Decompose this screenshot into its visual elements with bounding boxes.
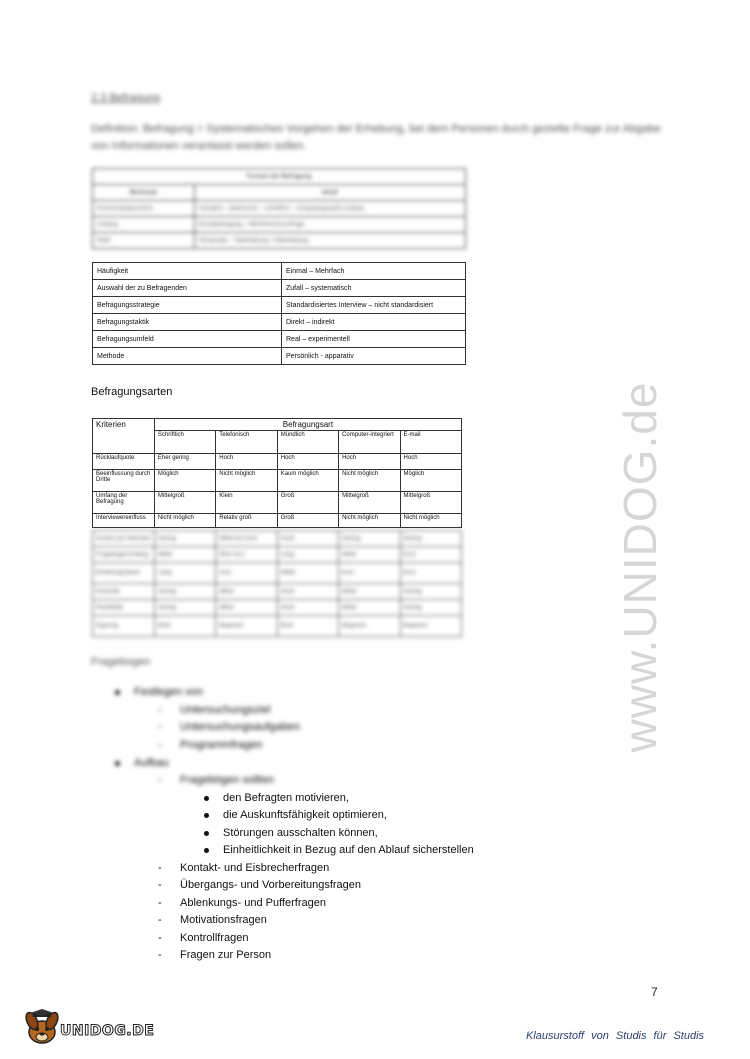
bullet-icon xyxy=(115,761,120,766)
table-cell: Mittel xyxy=(216,584,277,600)
table-cell: Hoch xyxy=(216,454,277,470)
criteria-header: Kriterien xyxy=(93,419,155,454)
table-cell: Kommunikationsform xyxy=(93,201,195,217)
table-row xyxy=(93,201,466,217)
table-cell: Nicht möglich xyxy=(339,470,400,492)
table-row xyxy=(93,348,466,365)
table-cell: Begrenzt xyxy=(339,616,400,637)
table-row xyxy=(93,280,466,297)
table-cell: Zufall – systematisch xyxy=(282,280,466,297)
list-item: - Fragen zur Person xyxy=(158,949,272,961)
table-row xyxy=(93,470,462,492)
table-cell: Beeinflussung durch Dritte xyxy=(93,470,155,492)
table-cell: Real – experimentell xyxy=(282,331,466,348)
table-cell: Standardisiertes Interview – nicht standardisiert xyxy=(282,297,466,314)
table-row xyxy=(93,584,462,600)
table-cell: Fragebogenumfang xyxy=(93,547,155,563)
table-row xyxy=(93,616,462,637)
table-cell: Mittel bis hoch xyxy=(216,531,277,547)
table-cell: Begrenzt xyxy=(400,616,462,637)
table-cell: Nicht möglich xyxy=(400,514,461,528)
table-cell: Begrenzt xyxy=(216,616,277,637)
table-cell: Klein xyxy=(216,492,277,514)
dog-icon xyxy=(22,1008,62,1048)
table-row xyxy=(93,531,462,547)
bullet-icon xyxy=(204,831,209,836)
table-cell: Breit xyxy=(277,616,338,637)
list-item: die Auskunftsfähigkeit optimieren, xyxy=(204,809,387,821)
list-item: - Untersuchungsaufgaben xyxy=(158,721,300,733)
table-cell: Groß xyxy=(277,492,338,514)
list-item: - Untersuchungsziel xyxy=(158,704,271,716)
bullet-icon xyxy=(204,813,209,818)
befragungsarten-table-blurred xyxy=(92,530,462,637)
table-cell: Befragungsstrategie xyxy=(93,297,282,314)
table-row xyxy=(93,492,462,514)
table-cell: Wahl xyxy=(93,233,195,249)
table-cell: Kurz xyxy=(400,563,462,584)
table-cell: Direkt – indirekt xyxy=(282,314,466,331)
column-header: Mündlich xyxy=(277,431,338,454)
column-header: Computer-integriert xyxy=(339,431,400,454)
table-row xyxy=(93,314,466,331)
table-cell: Erhebungsdauer xyxy=(93,563,155,584)
table-cell: Breit xyxy=(154,616,215,637)
table-cell: Kurz xyxy=(400,547,462,563)
table-cell: Eher gering xyxy=(154,454,215,470)
bullet-icon xyxy=(204,848,209,853)
table-row xyxy=(93,233,466,249)
table-cell: Häufigkeit xyxy=(93,263,282,280)
table-cell: Nicht möglich xyxy=(154,514,215,528)
page-number: 7 xyxy=(651,985,658,999)
column-header: Schriftlich xyxy=(154,431,215,454)
table-cell: Hoch xyxy=(277,584,338,600)
table-row xyxy=(93,547,462,563)
table-title: Formen der Befragung xyxy=(93,169,466,185)
table-row xyxy=(93,217,466,233)
fragebogen-title: Fragebogen xyxy=(91,656,151,668)
table-cell: Hoch xyxy=(277,454,338,470)
table-cell: Kaum möglich xyxy=(277,470,338,492)
table-cell: Gering xyxy=(339,531,400,547)
table-cell: Eher kurz xyxy=(216,547,277,563)
table-cell: Gering xyxy=(154,531,215,547)
befragung-forms-table xyxy=(92,262,466,365)
table-cell: Einmal – Mehrfach xyxy=(282,263,466,280)
table-cell: Gering xyxy=(400,584,462,600)
watermark: www.UNIDOG.de xyxy=(614,381,666,753)
table-cell: mündlich – telefonisch – schriftlich – computergestützt (online) xyxy=(194,201,465,217)
table-cell: Relativ groß xyxy=(216,514,277,528)
group-header: Befragungsart xyxy=(154,419,461,431)
table-cell: Mittel xyxy=(339,600,400,616)
table-cell: Auswahl der zu Befragenden xyxy=(93,280,282,297)
list-item: den Befragten motivieren, xyxy=(204,792,349,804)
table-cell: Hoch xyxy=(400,454,461,470)
table-cell: Lang xyxy=(154,563,215,584)
table-cell: Nicht möglich xyxy=(216,470,277,492)
table-cell: Mittel xyxy=(216,600,277,616)
list-item: - Kontrollfragen xyxy=(158,932,249,944)
befragungsarten-table xyxy=(92,418,462,528)
list-item: Festlegen von xyxy=(115,686,203,698)
table-row xyxy=(93,297,466,314)
table-cell: Umfang xyxy=(93,217,195,233)
table-cell: Mittel xyxy=(277,563,338,584)
table-cell: Methode xyxy=(93,348,282,365)
footer-tagline: Klausurstoff von Studis für Studis xyxy=(526,1030,705,1042)
bullet-icon xyxy=(115,690,120,695)
table-cell: Mittelgroß xyxy=(339,492,400,514)
list-item: - Übergangs- und Vorbereitungsfragen xyxy=(158,879,362,891)
section-heading: 2.3 Befragung xyxy=(91,92,161,104)
table-row xyxy=(93,563,462,584)
list-item: Störungen ausschalten können, xyxy=(204,827,378,839)
table-cell: Befragungstaktik xyxy=(93,314,282,331)
list-item: - Programmfragen xyxy=(158,739,263,751)
table-cell: Möglich xyxy=(400,470,461,492)
befragungsarten-title: Befragungsarten xyxy=(91,386,173,398)
column-header: Inhalt xyxy=(194,185,465,201)
table-cell: Mittelgroß xyxy=(154,492,215,514)
table-cell: Lang xyxy=(277,547,338,563)
definition-text: Definition: Befragung = Systematisches Vorgehen der Erhebung, bei dem Personen durch gezielte Frage zur Abgabe von Informationen veranlasst werden sollen. xyxy=(91,123,661,152)
list-item: - Kontakt- und Eisbrecherfragen xyxy=(158,862,330,874)
table-cell: Kurz xyxy=(339,563,400,584)
table-cell: Mittel xyxy=(339,584,400,600)
table-cell: Eignung xyxy=(93,616,155,637)
table-cell: Gering xyxy=(400,531,462,547)
table-cell: Hoch xyxy=(277,600,338,616)
unidog-logo[interactable] xyxy=(22,1008,155,1048)
table-cell: Gering xyxy=(154,600,215,616)
column-header: Telefonisch xyxy=(216,431,277,454)
table-row xyxy=(93,331,466,348)
table-cell: Stichprobe – Teilerhebung / Vollerhebung xyxy=(194,233,465,249)
table-cell: Hoch xyxy=(277,531,338,547)
table-row xyxy=(93,263,466,280)
list-item: - Motivationsfragen xyxy=(158,914,267,926)
table-cell: Mittelgroß xyxy=(400,492,461,514)
logo-text: UNIDOG.DE xyxy=(60,1023,155,1039)
table-cell: Flexibilität xyxy=(93,600,155,616)
table-cell: Groß xyxy=(277,514,338,528)
list-item: Aufbau xyxy=(115,757,169,769)
table-cell: Kontrolle xyxy=(93,584,155,600)
table-cell: Nicht möglich xyxy=(339,514,400,528)
table-cell: Gering xyxy=(400,600,462,616)
table-cell: Interviewereinfluss xyxy=(93,514,155,528)
table-cell: Rücklaufquote xyxy=(93,454,155,470)
table-cell: Kurz xyxy=(216,563,277,584)
table-cell: Möglich xyxy=(154,470,215,492)
bullet-icon xyxy=(204,796,209,801)
table-cell: Persönlich - apparativ xyxy=(282,348,466,365)
column-header: E-mail xyxy=(400,431,461,454)
table-cell: Mittel xyxy=(339,547,400,563)
table-cell: Umfang der Befragung xyxy=(93,492,155,514)
table-cell: Befragungsumfeld xyxy=(93,331,282,348)
table-row xyxy=(93,454,462,470)
table-cell: Kosten pro Interview xyxy=(93,531,155,547)
table-cell: Mittel xyxy=(154,547,215,563)
list-item: Einheitlichkeit in Bezug auf den Ablauf sicherstellen xyxy=(204,844,474,856)
column-header: Merkmale xyxy=(93,185,195,201)
table-cell: Gering xyxy=(154,584,215,600)
befragung-forms-table-header xyxy=(92,168,466,249)
table-row xyxy=(93,514,462,528)
table-cell: Hoch xyxy=(339,454,400,470)
table-row xyxy=(93,600,462,616)
table-cell: Einzelbefragung – Mehrthemenumfrage xyxy=(194,217,465,233)
list-item: - Ablenkungs- und Pufferfragen xyxy=(158,897,326,909)
list-item: - Fragebögen sollten xyxy=(158,774,275,786)
